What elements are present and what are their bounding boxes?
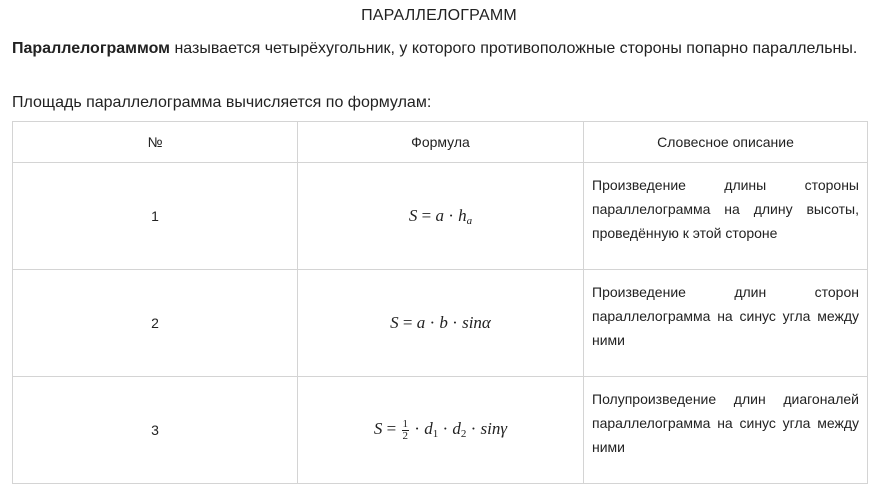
description-text: Полупроизведение длин диагоналей параллелограмма на синус угла между ними xyxy=(592,391,859,455)
definition-term: Параллелограммом xyxy=(12,40,171,57)
description-text: Произведение длины стороны параллелограмма на длину высоты, проведённую к этой стороне xyxy=(592,177,859,241)
row-number: 2 xyxy=(13,270,298,377)
formulas-table xyxy=(12,121,868,484)
row-formula xyxy=(298,163,584,270)
fraction-one-half: $\frac{1}{2}$ xyxy=(402,417,409,442)
header-formula: Формула xyxy=(298,122,584,163)
row-formula xyxy=(298,270,584,377)
formula-1: $S = a \cdot h_a$ xyxy=(408,206,473,227)
formula-3: S = $\frac{1}{2}$ · $d_1 \cdot d_2 \cdot \sin\gamma$ xyxy=(373,417,508,442)
row-formula xyxy=(298,377,584,484)
table-header-row xyxy=(13,122,868,163)
definition-paragraph xyxy=(12,37,862,61)
table-row xyxy=(13,163,868,270)
row-number: 3 xyxy=(13,377,298,484)
formula-2: S = a · b · sinα xyxy=(390,313,491,332)
intro-paragraph: Площадь параллелограмма вычисляется по формулам: xyxy=(12,94,432,111)
header-number: № xyxy=(13,122,298,163)
row-number: 1 xyxy=(13,163,298,270)
row-description xyxy=(584,377,868,484)
table-row xyxy=(13,377,868,484)
page-title: ПАРАЛЛЕЛОГРАММ xyxy=(361,7,517,24)
row-description xyxy=(584,270,868,377)
table-row xyxy=(13,270,868,377)
header-description: Словесное описание xyxy=(584,122,868,163)
description-text: Произведение длин сторон параллелограмма на синус угла между ними xyxy=(592,284,859,348)
row-description xyxy=(584,163,868,270)
definition-text: называется четырёхугольник, у которого противоположные стороны попарно параллельны. xyxy=(170,40,858,57)
